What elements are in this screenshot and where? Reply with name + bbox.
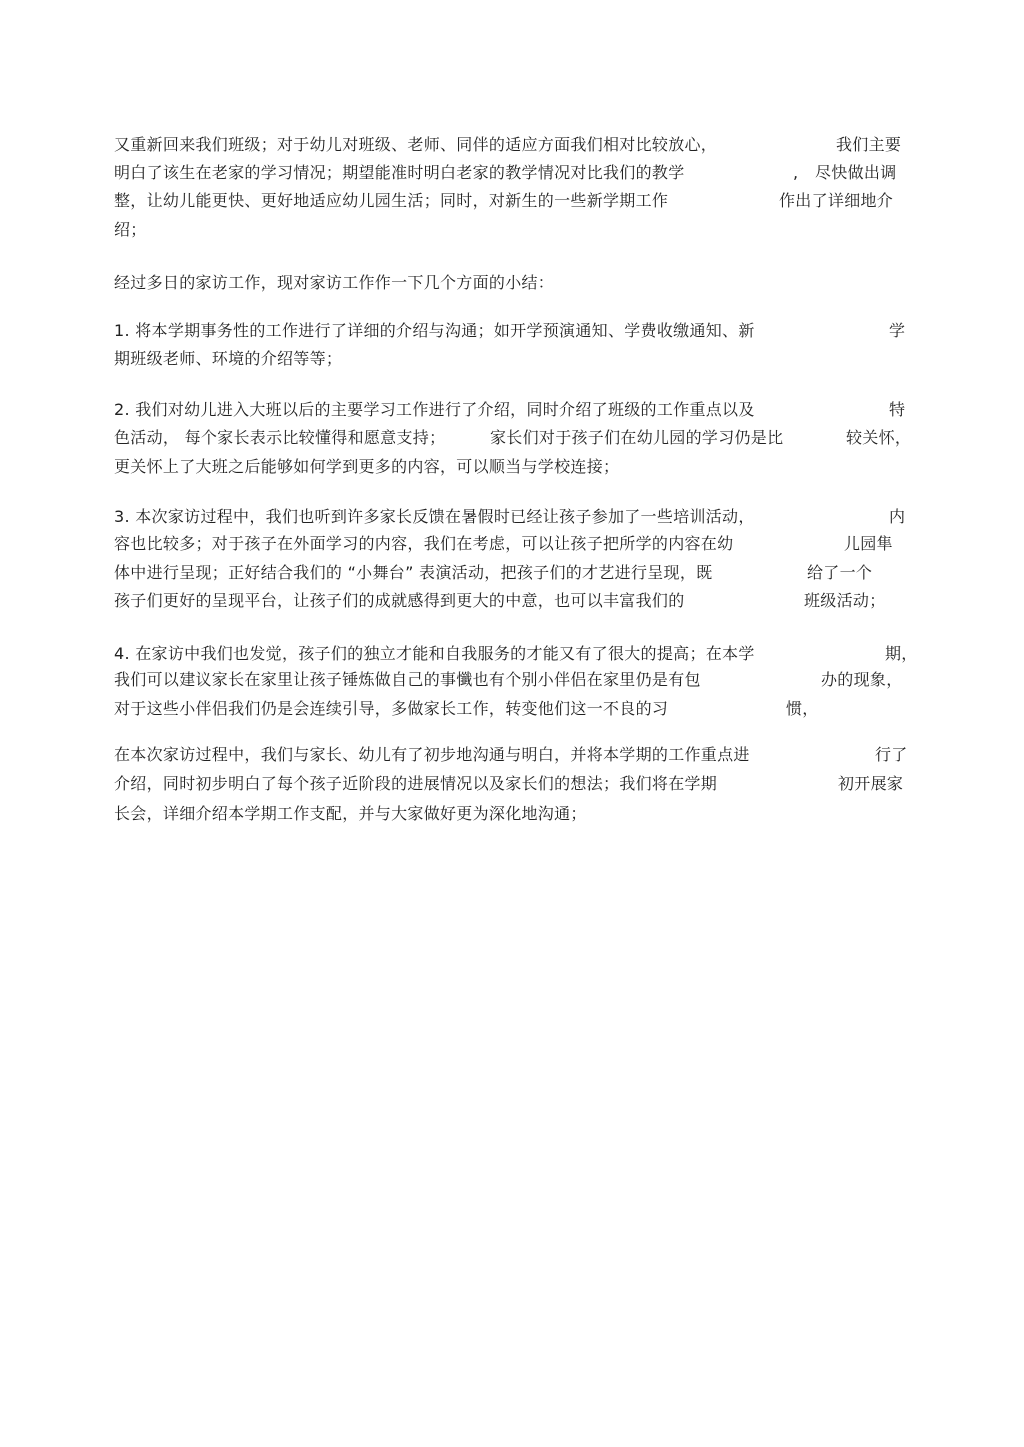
text-segment: 3. 本次家访过程中，我们也听到许多家长反馈在暑假时已经让孩子参加了一些培训活动， bbox=[114, 507, 755, 526]
text-line bbox=[0, 131, 1024, 159]
text-segment: 内 bbox=[889, 507, 906, 526]
text-segment: 特 bbox=[889, 400, 906, 419]
text-line bbox=[0, 741, 1024, 769]
text-segment: 孩子们更好的呈现平台，让孩子们的成就感得到更大的中意，也可以丰富我们的 bbox=[114, 591, 685, 610]
text-segment: 对于这些小伴侣我们仍是会连续引导，多做家长工作，转变他们这一不良的习 bbox=[114, 699, 669, 718]
text-line bbox=[0, 530, 1024, 558]
text-segment: 办的现象， bbox=[821, 670, 903, 689]
text-segment: 明白了该生在老家的学习情况；期望能准时明白老家的教学情况对比我们的教学 bbox=[114, 163, 685, 182]
text-line bbox=[0, 269, 1024, 297]
text-segment: 给了一个 bbox=[807, 563, 873, 582]
text-line bbox=[0, 587, 1024, 615]
text-segment: 我们主要 bbox=[836, 135, 902, 154]
text-segment: 色活动， 每个家长表示比较懂得和愿意支持； bbox=[114, 428, 446, 447]
text-segment: 学 bbox=[889, 321, 906, 340]
text-line bbox=[0, 424, 1024, 452]
text-line bbox=[0, 503, 1024, 531]
text-line bbox=[0, 559, 1024, 587]
text-segment: 期， bbox=[885, 644, 918, 663]
text-segment: 惯， bbox=[786, 699, 819, 718]
text-segment: 作出了详细地介 bbox=[779, 191, 894, 210]
text-segment: 我们可以建议家长在家里让孩子锤炼做自己的事懺也有个别小伴侣在家里仍是有包 bbox=[114, 670, 701, 689]
text-segment: 容也比较多；对于孩子在外面学习的内容，我们在考虑，可以让孩子把所学的内容在幼 bbox=[114, 534, 734, 553]
text-segment: 期班级老师、环境的介绍等等； bbox=[114, 349, 343, 368]
text-segment: 长会，详细介绍本学期工作支配，并与大家做好更为深化地沟通； bbox=[114, 804, 587, 823]
text-segment: 较关怀， bbox=[846, 428, 912, 447]
text-segment: 整，让幼儿能更快、更好地适应幼儿园生活；同时，对新生的一些新学期工作 bbox=[114, 191, 669, 210]
text-segment: 体中进行呈现；正好结合我们的 “小舞台” 表演活动，把孩子们的才艺进行呈现，既 bbox=[114, 563, 713, 582]
text-segment: 家长们对于孩子们在幼儿园的学习仍是比 bbox=[490, 428, 784, 447]
text-segment: 行了 bbox=[875, 745, 908, 764]
text-line bbox=[0, 800, 1024, 828]
text-segment: 介绍，同时初步明白了每个孩子近阶段的进展情况以及家长们的想法；我们将在学期 bbox=[114, 774, 718, 793]
text-segment: 2. 我们对幼儿进入大班以后的主要学习工作进行了介绍，同时介绍了班级的工作重点以及 bbox=[114, 400, 755, 419]
text-line bbox=[0, 216, 1024, 244]
text-segment: 儿园隼 bbox=[844, 534, 893, 553]
text-segment: 4. 在家访中我们也发觉，孩子们的独立才能和自我服务的才能又有了很大的提高；在本学 bbox=[114, 644, 755, 663]
text-segment: 尽快做出调 bbox=[815, 163, 897, 182]
text-line bbox=[0, 187, 1024, 215]
text-segment: 班级活动； bbox=[804, 591, 886, 610]
text-line bbox=[0, 770, 1024, 798]
text-line bbox=[0, 453, 1024, 481]
text-segment: 更关怀上了大班之后能够如何学到更多的内容，可以顺当与学校连接； bbox=[114, 457, 620, 476]
text-segment: 1. 将本学期事务性的工作进行了详细的介绍与沟通；如开学预演通知、学费收缴通知、新 bbox=[114, 321, 755, 340]
text-segment: 在本次家访过程中，我们与家长、幼儿有了初步地沟通与明白，并将本学期的工作重点进 bbox=[114, 745, 750, 764]
text-segment: 经过多日的家访工作，现对家访工作作一下几个方面的小结： bbox=[114, 273, 555, 292]
text-line bbox=[0, 695, 1024, 723]
text-segment: 又重新回来我们班级；对于幼儿对班级、老师、同伴的适应方面我们相对比较放心， bbox=[114, 135, 718, 154]
text-line bbox=[0, 666, 1024, 694]
text-line bbox=[0, 345, 1024, 373]
text-line bbox=[0, 396, 1024, 424]
text-segment: 绍； bbox=[114, 220, 147, 239]
text-line bbox=[0, 640, 1024, 668]
text-segment: 初开展家 bbox=[838, 774, 904, 793]
text-line bbox=[0, 159, 1024, 187]
text-segment: , bbox=[793, 163, 799, 182]
text-line bbox=[0, 317, 1024, 345]
